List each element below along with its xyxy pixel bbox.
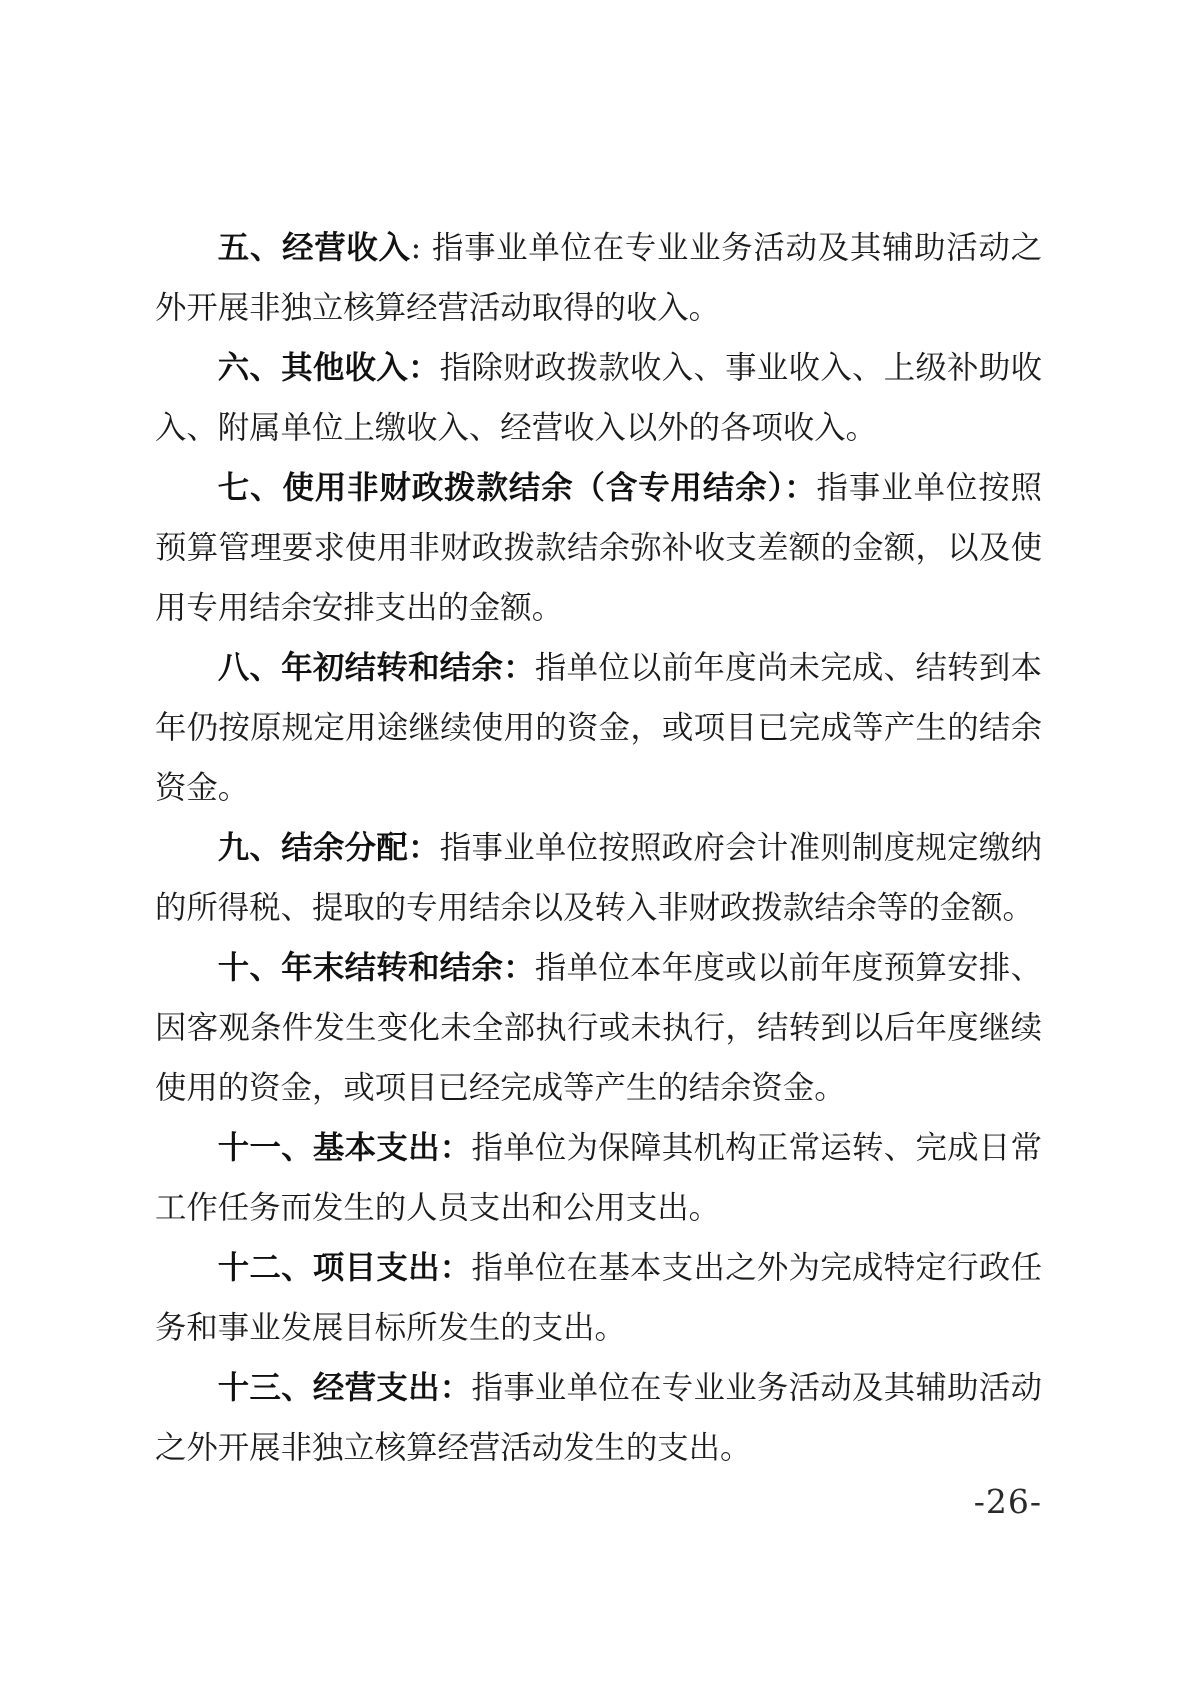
term-label: 十三、经营支出： xyxy=(217,1370,472,1406)
term-label: 十二、项目支出： xyxy=(217,1250,472,1286)
definition-text: 指单位本年度或以前年度预算安排、因客观条件发生变化未全部执行或未执行，结转到以后年度继续使用的资金，或项目已经完成等产生的结余资金。 xyxy=(155,950,1042,1106)
definition-paragraph xyxy=(155,818,1042,938)
document-body xyxy=(155,218,1042,1478)
definition-text: 指除财政拨款收入、事业收入、上级补助收入、附属单位上缴收入、经营收入以外的各项收入。 xyxy=(155,350,1042,446)
term-label: 九、结余分配： xyxy=(217,830,440,866)
definition-paragraph xyxy=(155,338,1042,458)
definition-paragraph xyxy=(155,1118,1042,1238)
definition-text: 指事业单位在专业业务活动及其辅助活动之外开展非独立核算经营活动取得的收入。 xyxy=(155,230,1042,326)
term-separator: : xyxy=(410,230,432,266)
definition-paragraph xyxy=(155,938,1042,1118)
term-label: 六、其他收入： xyxy=(217,350,440,386)
term-label: 五、经营收入 xyxy=(217,230,411,266)
definition-text: 指事业单位按照预算管理要求使用非财政拨款结余弥补收支差额的金额，以及使用专用结余安排支出的金额。 xyxy=(155,470,1042,626)
definition-paragraph xyxy=(155,1238,1042,1358)
definition-text: 指单位为保障其机构正常运转、完成日常工作任务而发生的人员支出和公用支出。 xyxy=(155,1130,1042,1226)
term-label: 七、使用非财政拨款结余（含专用结余）： xyxy=(217,470,817,506)
definition-text: 指事业单位按照政府会计准则制度规定缴纳的所得税、提取的专用结余以及转入非财政拨款结余等的金额。 xyxy=(155,830,1042,926)
term-label: 八、年初结转和结余： xyxy=(217,650,535,686)
definition-text: 指单位在基本支出之外为完成特定行政任务和事业发展目标所发生的支出。 xyxy=(155,1250,1042,1346)
definition-paragraph xyxy=(155,218,1042,338)
page-number: -26- xyxy=(973,1482,1042,1521)
definition-paragraph xyxy=(155,1358,1042,1478)
term-label: 十一、基本支出： xyxy=(217,1130,472,1166)
definition-text: 指单位以前年度尚未完成、结转到本年仍按原规定用途继续使用的资金，或项目已完成等产生的结余资金。 xyxy=(155,650,1042,806)
term-label: 十、年末结转和结余： xyxy=(217,950,535,986)
definition-text: 指事业单位在专业业务活动及其辅助活动之外开展非独立核算经营活动发生的支出。 xyxy=(155,1370,1042,1466)
definition-paragraph xyxy=(155,638,1042,818)
definition-paragraph xyxy=(155,458,1042,638)
